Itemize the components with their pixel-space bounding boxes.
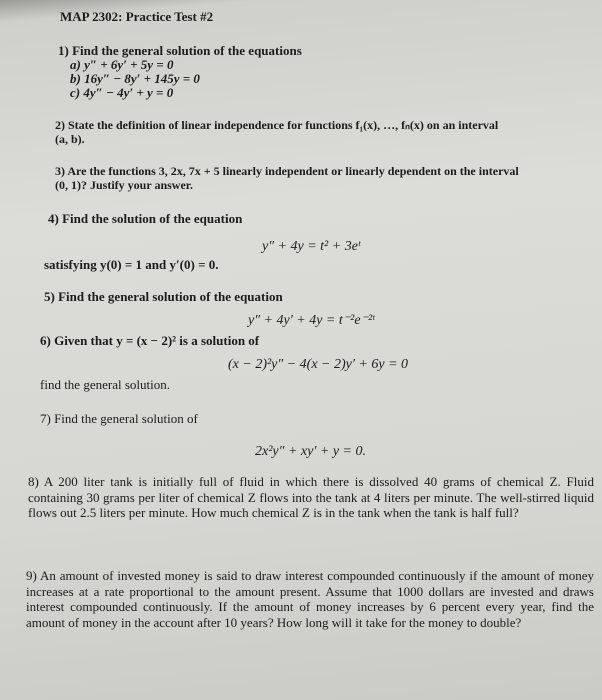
question-1a: a) y″ + 6y′ + 5y = 0 bbox=[70, 57, 174, 72]
question-9: 9) An amount of invested money is said to draw interest compounded continuously if the amount of money increases at a rate proportional to the amount present. Assume that 1000 dollars are invested and draws interest compounded continuously. If the amount of money increases by 6 percent every year, find the amount of money in the account after 10 years? How long will it take for the money to double? bbox=[26, 568, 594, 630]
question-2-line1: 2) State the definition of linear independence for functions f₁(x), …, fₙ(x) on an interval bbox=[55, 118, 499, 132]
page-title: MAP 2302: Practice Test #2 bbox=[60, 9, 214, 24]
question-5: 5) Find the general solution of the equation bbox=[44, 289, 283, 304]
question-4-conditions: satisfying y(0) = 1 and y′(0) = 0. bbox=[44, 257, 219, 272]
question-2-line2: (a, b). bbox=[55, 132, 85, 146]
question-3-line1: 3) Are the functions 3, 2x, 7x + 5 linearly independent or linearly dependent on the interval bbox=[55, 164, 519, 178]
question-6-after: find the general solution. bbox=[40, 377, 170, 392]
question-7: 7) Find the general solution of bbox=[40, 411, 198, 426]
question-7-equation: 2x²y″ + xy′ + y = 0. bbox=[255, 444, 367, 459]
question-6: 6) Given that y = (x − 2)² is a solution of bbox=[40, 333, 260, 348]
question-1c: c) 4y″ − 4y′ + y = 0 bbox=[70, 85, 174, 100]
question-6-equation: (x − 2)²y″ − 4(x − 2)y′ + 6y = 0 bbox=[228, 357, 409, 372]
question-3-line2: (0, 1)? Justify your answer. bbox=[55, 178, 194, 192]
question-4: 4) Find the solution of the equation bbox=[48, 211, 243, 226]
question-8: 8) A 200 liter tank is initially full of fluid in which there is dissolved 40 grams of chemical Z. Fluid containing 30 grams per liter of chemical Z flows into the tank at 4 liters per minute. The well-stirred liquid flows out 2.5 liters per minute. How much chemical Z is in the tank when the tank is half full? bbox=[28, 474, 594, 520]
question-1: 1) Find the general solution of the equations bbox=[58, 43, 302, 58]
question-5-equation: y″ + 4y′ + 4y = t⁻²e⁻²ᵗ bbox=[248, 313, 375, 328]
question-1b: b) 16y″ − 8y′ + 145y = 0 bbox=[70, 71, 200, 86]
question-4-equation: y″ + 4y = t² + 3eᵗ bbox=[262, 239, 361, 254]
